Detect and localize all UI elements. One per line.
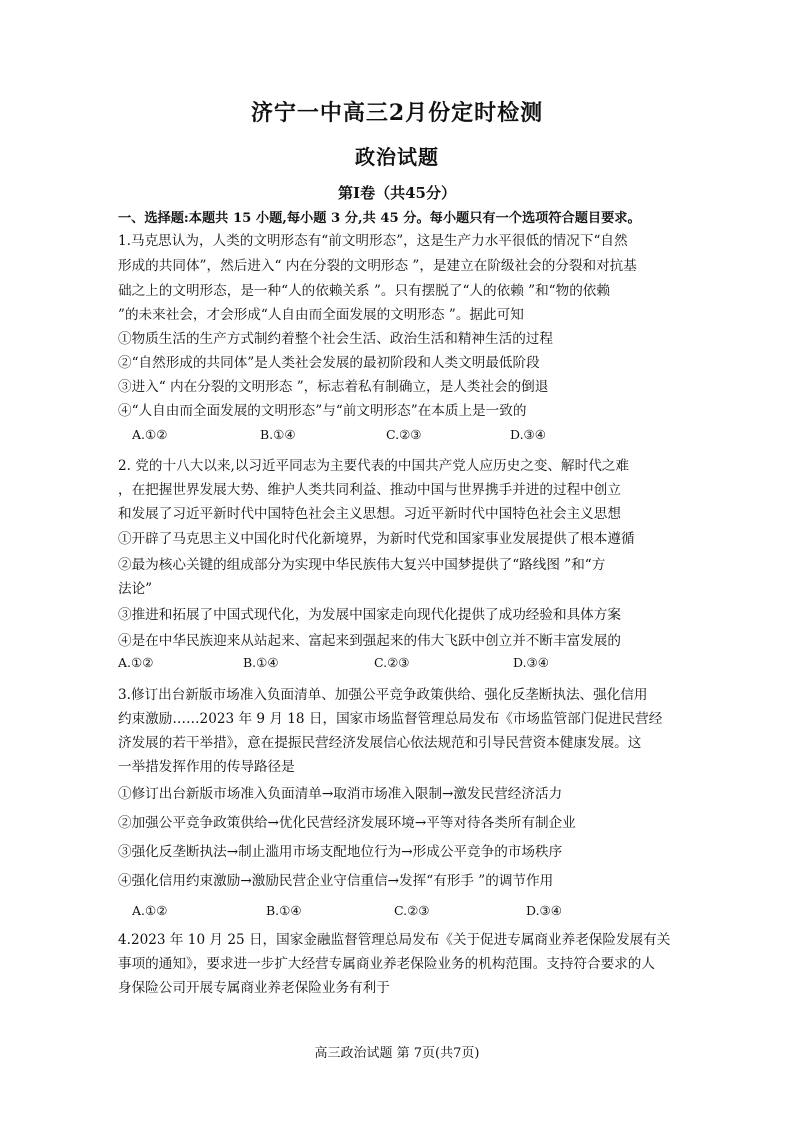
q2-statement: ④是在中华民族迎来从站起来、富起来到强起来的伟大飞跃中创立并不断丰富发展的: [118, 633, 621, 649]
q3-stem-line: 约束激励……2023 年 9 月 18 日，国家市场监督管理总局发布《市场监管部门促进民营经: [118, 711, 663, 727]
q3-stem-line: 3.修订出台新版市场准入负面清单、加强公平竞争政策供给、强化反垄断执法、强化信用: [118, 687, 648, 703]
q1-stem-line: ”的未来社会，才会形成“人自由而全面发展的文明形态 ”。据此可知: [118, 307, 524, 323]
q1-statement: ③进入“ 内在分裂的文明形态 ”，标志着私有制确立，是人类社会的倒退: [118, 379, 549, 395]
q1-stem-line: 础之上的文明形态，是一种“人的依赖关系 ”。只有摆脱了“人的依赖 ”和“物的依赖: [118, 283, 610, 299]
q1-option-a[interactable]: A.①②: [132, 427, 168, 442]
q2-statement: 法论”: [118, 581, 153, 597]
page-footer: 高三政治试题 第 7页(共7页): [314, 1046, 480, 1061]
q2-option-d[interactable]: D.③④: [513, 655, 549, 670]
q3-statement: ②加强公平竞争政策供给→优化民营经济发展环境→平等对待各类所有制企业: [118, 815, 576, 831]
q2-statement: ②最为核心关键的组成部分为实现中华民族伟大复兴中国梦提供了“路线图 ”和“方: [118, 557, 606, 573]
q3-option-d[interactable]: D.③④: [526, 903, 562, 918]
q2-options: [118, 655, 718, 673]
q3-stem-line: 济发展的若干举措》，意在提振民营经济发展信心依法规范和引导民营资本健康发展。这: [118, 735, 642, 751]
q2-option-a[interactable]: A.①②: [118, 655, 154, 670]
q2-statement: ③推进和拓展了中国式现代化，为发展中国家走向现代化提供了成功经验和具体方案: [118, 607, 621, 623]
subject-title: 政治试题: [355, 145, 439, 169]
q3-statement: ④强化信用约束激励→激励民营企业守信重信→发挥“有形手 ”的调节作用: [118, 873, 554, 889]
q1-option-b[interactable]: B.①④: [260, 427, 296, 442]
q2-stem-line: ，在把握世界发展大势、维护人类共同利益、推动中国与世界携手并进的过程中创立: [118, 482, 621, 498]
exam-title: 济宁一中高三2月份定时检测: [250, 100, 544, 126]
q2-option-c[interactable]: C.②③: [374, 655, 410, 670]
q3-option-b[interactable]: B.①④: [266, 903, 302, 918]
q3-statement: ①修订出台新版市场准入负面清单→取消市场准入限制→激发民营经济活力: [118, 786, 563, 802]
q3-statement: ③强化反垄断执法→制止滥用市场支配地位行为→形成公平竞争的市场秩序: [118, 844, 563, 860]
q1-statement: ④“人自由而全面发展的文明形态”与“前文明形态”在本质上是一致的: [118, 403, 527, 419]
q4-stem-line: 事项的通知》，要求进一步扩大经营专属商业养老保险业务的机构范围。支持符合要求的人: [118, 956, 655, 972]
q4-stem-line: 4.2023 年 10 月 25 日，国家金融监督管理总局发布《关于促进专属商业养老保险发展有关: [118, 932, 671, 948]
q2-statement: ①开辟了马克思主义中国化时代化新境界，为新时代党和国家事业发展提供了根本遵循: [118, 531, 635, 547]
q1-options: [118, 427, 718, 445]
q4-stem-line: 身保险公司开展专属商业养老保险业务有利于: [118, 980, 390, 996]
q1-option-d[interactable]: D.③④: [510, 427, 546, 442]
q3-option-a[interactable]: A.①②: [132, 903, 168, 918]
q3-options: [118, 903, 718, 921]
q1-stem-line: 形成的共同体”，然后进入“ 内在分裂的文明形态 ”，是建立在阶级社会的分裂和对抗基: [118, 258, 637, 274]
q3-stem-line: 一举措发挥作用的传导路径是: [118, 759, 295, 775]
section-instruction: 一、选择题:本题共 15 小题,每小题 3 分,共 45 分。每小题只有一个选项符合题目要求。: [118, 211, 641, 226]
q1-statement: ①物质生活的生产方式制约着整个社会生活、政治生活和精神生活的过程: [118, 331, 553, 347]
q1-stem-line: 1.马克思认为，人类的文明形态有“前文明形态”，这是生产力水平很低的情况下“自然: [118, 233, 628, 249]
q2-stem-line: 2. 党的十八大以来,以习近平同志为主要代表的中国共产党人应历史之变、解时代之难: [118, 458, 629, 474]
q2-option-b[interactable]: B.①④: [243, 655, 279, 670]
part-heading: 第Ⅰ卷（共45分）: [338, 184, 456, 202]
q3-option-c[interactable]: C.②③: [394, 903, 430, 918]
q2-stem-line: 和发展了习近平新时代中国特色社会主义思想。习近平新时代中国特色社会主义思想: [118, 506, 621, 522]
q1-statement: ②“自然形成的共同体”是人类社会发展的最初阶段和人类文明最低阶段: [118, 355, 540, 371]
q1-option-c[interactable]: C.②③: [386, 427, 422, 442]
